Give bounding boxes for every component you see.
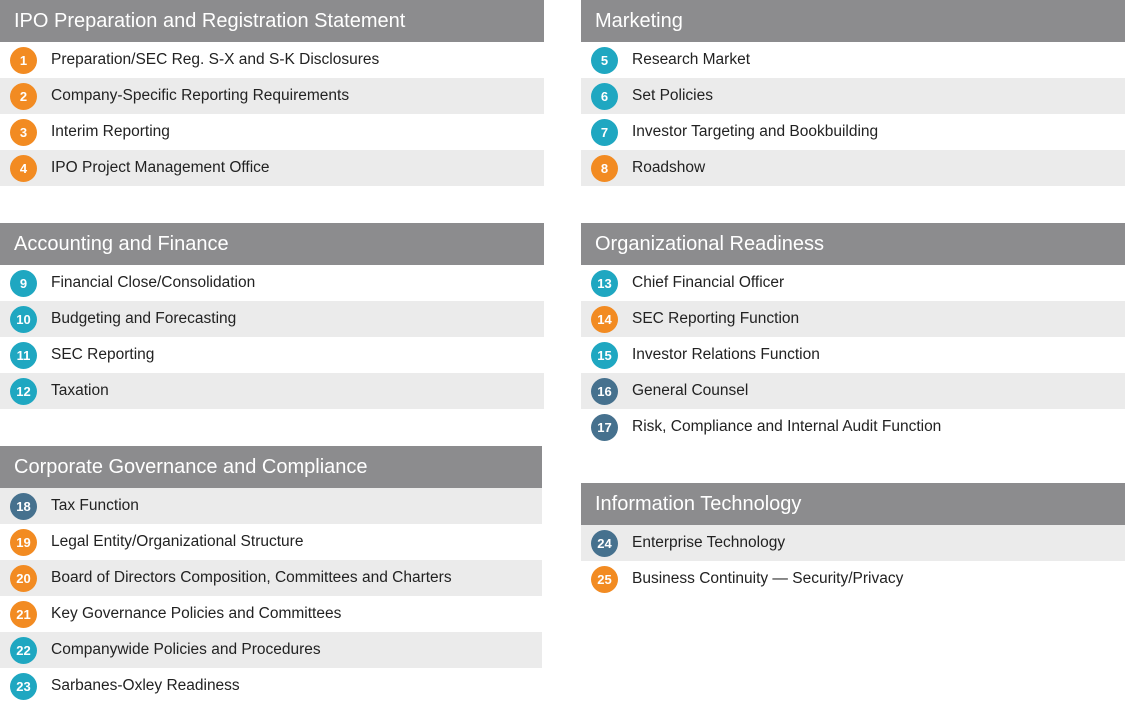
item-label: Financial Close/Consolidation <box>51 274 256 291</box>
item-label: Sarbanes-Oxley Readiness <box>51 677 240 694</box>
item-label: Company-Specific Reporting Requirements <box>51 87 350 104</box>
number-badge: 17 <box>591 414 618 441</box>
list-item <box>581 337 1125 373</box>
list-item <box>581 265 1125 301</box>
list-item <box>0 78 544 114</box>
number-badge: 16 <box>591 378 618 405</box>
number-badge: 14 <box>591 306 618 333</box>
number-badge: 1 <box>10 47 37 74</box>
number-badge: 3 <box>10 119 37 146</box>
list-item <box>581 78 1125 114</box>
item-label: Enterprise Technology <box>632 534 786 551</box>
number-badge: 25 <box>591 566 618 593</box>
number-badge: 5 <box>591 47 618 74</box>
list-item <box>0 42 544 78</box>
list-item <box>581 409 1125 445</box>
number-badge: 6 <box>591 83 618 110</box>
section-title: Organizational Readiness <box>581 223 1125 265</box>
list-item <box>581 301 1125 337</box>
item-label: Chief Financial Officer <box>632 274 785 291</box>
item-label: Key Governance Policies and Committees <box>51 605 342 622</box>
list-item <box>581 373 1125 409</box>
item-label: Business Continuity — Security/Privacy <box>632 570 904 587</box>
item-label: Taxation <box>51 382 109 399</box>
number-badge: 13 <box>591 270 618 297</box>
list-item <box>0 337 544 373</box>
list-item <box>0 373 544 409</box>
list-item <box>0 668 542 704</box>
section-title: Corporate Governance and Compliance <box>0 446 542 488</box>
number-badge: 10 <box>10 306 37 333</box>
item-label: Risk, Compliance and Internal Audit Function <box>632 418 942 435</box>
item-label: General Counsel <box>632 382 749 399</box>
item-label: Research Market <box>632 51 751 68</box>
section-title: Information Technology <box>581 483 1125 525</box>
number-badge: 7 <box>591 119 618 146</box>
item-label: Roadshow <box>632 159 706 176</box>
item-label: Budgeting and Forecasting <box>51 310 237 327</box>
number-badge: 22 <box>10 637 37 664</box>
number-badge: 23 <box>10 673 37 700</box>
list-item <box>581 561 1125 597</box>
item-label: SEC Reporting Function <box>632 310 800 327</box>
list-item <box>0 524 542 560</box>
list-item <box>0 632 542 668</box>
number-badge: 11 <box>10 342 37 369</box>
number-badge: 20 <box>10 565 37 592</box>
item-label: Board of Directors Composition, Committees and Charters <box>51 569 452 586</box>
list-item <box>581 525 1125 561</box>
item-label: SEC Reporting <box>51 346 155 363</box>
section-corporate-governance <box>0 446 542 704</box>
item-label: Interim Reporting <box>51 123 170 140</box>
item-label: Investor Relations Function <box>632 346 820 363</box>
number-badge: 9 <box>10 270 37 297</box>
list-item <box>0 114 544 150</box>
item-label: IPO Project Management Office <box>51 159 270 176</box>
number-badge: 21 <box>10 601 37 628</box>
list-item <box>581 150 1125 186</box>
item-label: Preparation/SEC Reg. S-X and S-K Disclosures <box>51 51 380 68</box>
section-ipo-preparation <box>0 0 544 186</box>
number-badge: 24 <box>591 530 618 557</box>
number-badge: 18 <box>10 493 37 520</box>
section-title: Marketing <box>581 0 1125 42</box>
list-item <box>581 42 1125 78</box>
list-item <box>0 560 542 596</box>
number-badge: 12 <box>10 378 37 405</box>
section-title: Accounting and Finance <box>0 223 544 265</box>
number-badge: 8 <box>591 155 618 182</box>
section-accounting-finance <box>0 223 544 409</box>
section-organizational-readiness <box>581 223 1125 445</box>
list-item <box>0 265 544 301</box>
list-item <box>0 150 544 186</box>
list-item <box>0 488 542 524</box>
item-label: Companywide Policies and Procedures <box>51 641 321 658</box>
item-label: Investor Targeting and Bookbuilding <box>632 123 879 140</box>
section-title: IPO Preparation and Registration Statement <box>0 0 544 42</box>
list-item <box>581 114 1125 150</box>
number-badge: 2 <box>10 83 37 110</box>
item-label: Tax Function <box>51 497 139 514</box>
section-marketing <box>581 0 1125 186</box>
list-item <box>0 301 544 337</box>
number-badge: 4 <box>10 155 37 182</box>
number-badge: 19 <box>10 529 37 556</box>
list-item <box>0 596 542 632</box>
section-information-technology <box>581 483 1125 597</box>
item-label: Set Policies <box>632 87 713 104</box>
item-label: Legal Entity/Organizational Structure <box>51 533 304 550</box>
number-badge: 15 <box>591 342 618 369</box>
